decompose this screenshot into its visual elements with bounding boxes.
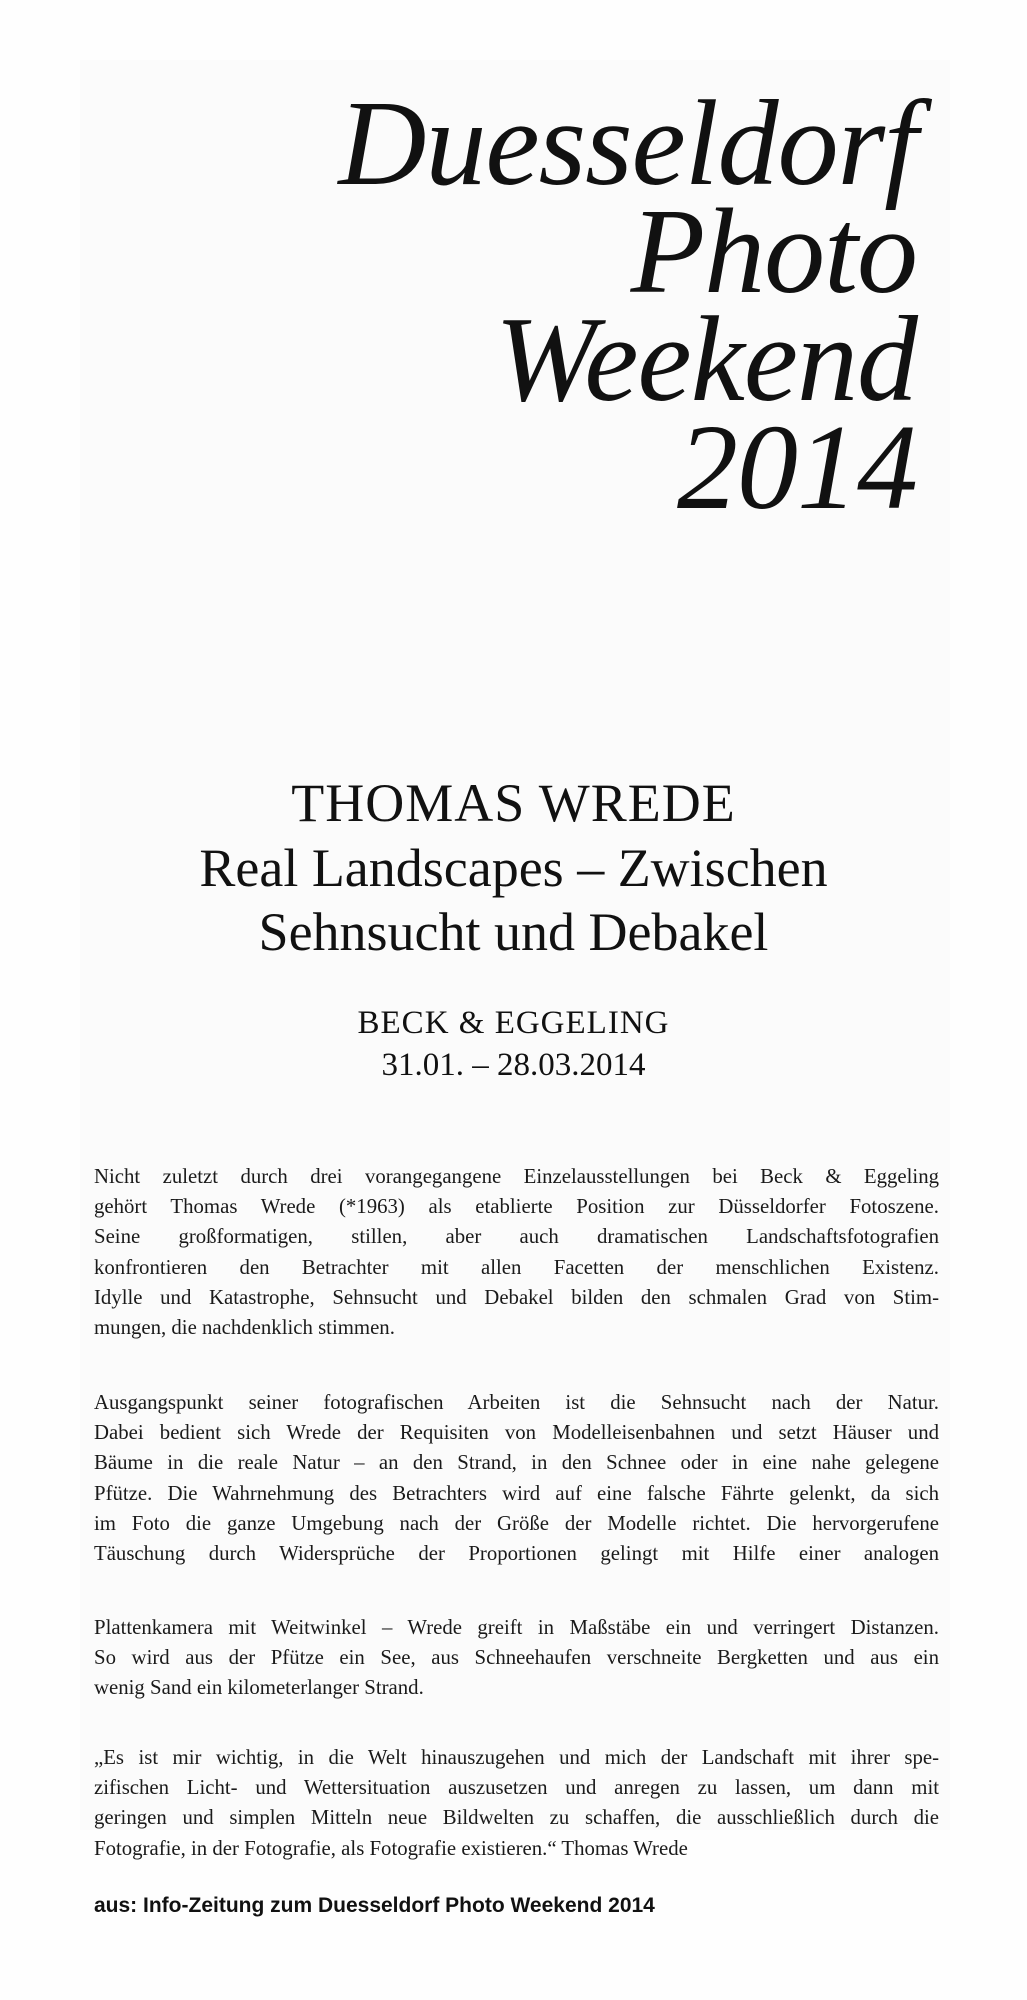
paragraph-line: Plattenkamera mit Weitwinkel – Wrede greift in Maßstäbe ein und verringert Distanzen. <box>94 1616 939 1639</box>
paragraph-line: Seine großformatigen, stillen, aber auch dramatischen Landschaftsfotografien <box>94 1225 939 1249</box>
magazine-title-line-1: Duesseldorf <box>338 76 917 211</box>
exhibition-title-line-1: Real Landscapes – Zwischen <box>199 838 828 898</box>
magazine-title-line-3: Weekend <box>494 292 917 427</box>
paragraph-line: Dabei bedient sich Wrede der Requisiten von Modelleisenbahnen und setzt Häuser und <box>94 1421 939 1445</box>
exhibition-title-line-2: Sehnsucht und Debakel <box>258 902 769 962</box>
paragraph-line: Idylle und Katastrophe, Sehnsucht und Debakel bilden den schmalen Grad von Stim- <box>94 1285 939 1309</box>
source-note: aus: Info-Zeitung zum Duesseldorf Photo Weekend 2014 <box>94 1894 655 1917</box>
paragraph-line: Fotografie, in der Fotografie, als Fotografie existieren.“ Thomas Wrede <box>94 1836 688 1860</box>
paragraph-3 <box>94 1613 939 1704</box>
paragraph-line: zifischen Licht- und Wettersituation auszusetzen und anregen zu lassen, um dann mit <box>94 1776 939 1800</box>
paragraph-line: konfrontieren den Betrachter mit allen Facetten der menschlichen Existenz. <box>94 1255 939 1279</box>
paragraph-line: Ausgangspunkt seiner fotografischen Arbeiten ist die Sehnsucht nach der Natur. <box>94 1391 939 1414</box>
paragraph-line: „Es ist mir wichtig, in die Welt hinauszugehen und mich der Landschaft mit ihrer spe- <box>94 1746 939 1769</box>
article-heading <box>0 770 1027 1086</box>
paragraph-line: mungen, die nachdenklich stimmen. <box>94 1316 395 1340</box>
artist-name: THOMAS WREDE <box>291 773 736 833</box>
paragraph-line: Täuschung durch Widersprüche der Proportionen gelingt mit Hilfe einer analogen <box>94 1542 939 1566</box>
paragraph-line: Bäume in die reale Natur – an den Strand, in den Schnee oder in eine nahe gelegene <box>94 1451 939 1475</box>
paragraph-line: gehört Thomas Wrede (*1963) als etablierte Position zur Düsseldorfer Fotoszene. <box>94 1195 939 1219</box>
paragraph-line: geringen und simplen Mitteln neue Bildwelten zu schaffen, die ausschließlich durch die <box>94 1806 939 1830</box>
paragraph-1 <box>94 1162 939 1343</box>
magazine-title <box>338 76 917 535</box>
magazine-title-line-2: Photo <box>630 184 917 319</box>
quote-paragraph <box>94 1743 939 1864</box>
paragraph-line: So wird aus der Pfütze ein See, aus Schneehaufen verschneite Bergketten und aus ein <box>94 1646 939 1670</box>
paragraph-line: wenig Sand ein kilometerlanger Strand. <box>94 1676 424 1700</box>
exhibition-dates: 31.01. – 28.03.2014 <box>381 1047 646 1083</box>
gallery-name: BECK & EGGELING <box>357 1005 670 1041</box>
paragraph-2 <box>94 1388 939 1569</box>
paragraph-line: Nicht zuletzt durch drei vorangegangene Einzelausstellungen bei Beck & Eggeling <box>94 1165 939 1188</box>
magazine-title-line-4: 2014 <box>677 400 917 535</box>
paragraph-line: Pfütze. Die Wahrnehmung des Betrachters wird auf eine falsche Fährte gelenkt, da sich <box>94 1481 939 1505</box>
paragraph-line: im Foto die ganze Umgebung nach der Größe der Modelle richtet. Die hervorgerufene <box>94 1511 939 1535</box>
